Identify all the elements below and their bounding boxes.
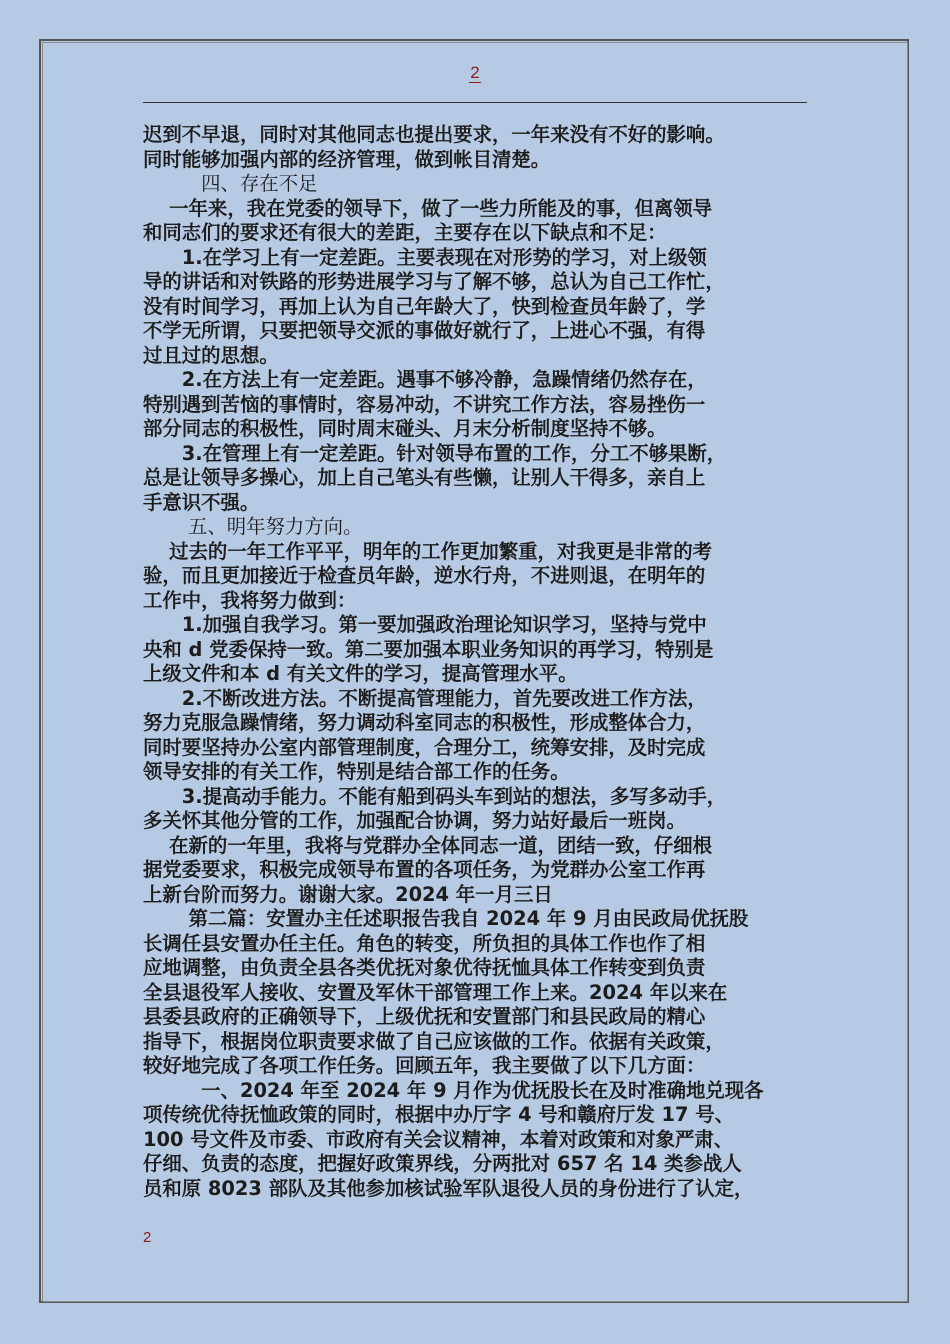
text-line: 仔细、负责的态度，把握好政策界线，分两批对 657 名 14 类参战人 xyxy=(143,1152,742,1175)
text-line: 迟到不早退，同时对其他同志也提出要求，一年来没有不好的影响。 xyxy=(143,123,725,146)
text-line: 一年来，我在党委的领导下，做了一些力所能及的事，但离领导 xyxy=(143,196,713,220)
text-line: 据党委要求，积极完成领导布置的各项任务，为党群办公室工作再 xyxy=(143,858,706,881)
text-line: 多关怀其他分管的工作，加强配合协调，努力站好最后一班岗。 xyxy=(143,809,686,832)
text-line: 五、明年努力方向。 xyxy=(143,515,363,538)
text-line: 1.加强自我学习。第一要加强政治理论知识学习，坚持与党中 xyxy=(143,613,707,636)
text-line: 四、存在不足 xyxy=(143,172,318,195)
text-line: 指导下，根据岗位职责要求做了自己应该做的工作。依据有关政策， xyxy=(143,1029,725,1053)
text-line: 部分同志的积极性，同时周末碰头、月末分析制度坚持不够。 xyxy=(143,417,667,440)
text-line: 同时要坚持办公室内部管理制度，合理分工，统筹安排，及时完成 xyxy=(143,735,706,759)
text-line: 第二篇：安置办主任述职报告我自 2024 年 9 月由民政局优抚股 xyxy=(143,907,749,930)
text-line: 导的讲话和对铁路的形势进展学习与了解不够，总认为自己工作忙， xyxy=(143,270,725,293)
text-line: 上新台阶而努力。谢谢大家。2024 年一月三日 xyxy=(143,882,553,906)
text-line: 较好地完成了各项工作任务。回顾五年，我主要做了以下几方面： xyxy=(143,1054,706,1077)
text-line: 努力克服急躁情绪，努力调动科室同志的积极性，形成整体合力， xyxy=(143,711,706,734)
text-line: 3.在管理上有一定差距。针对领导布置的工作，分工不够果断， xyxy=(143,441,727,465)
text-line: 员和原 8023 部队及其他参加核试验军队退役人员的身份进行了认定， xyxy=(143,1176,754,1200)
text-line: 验，而且更加接近于检查员年龄，逆水行舟，不进则退，在明年的 xyxy=(143,564,706,587)
text-line: 县委县政府的正确领导下，上级优抚和安置部门和县民政局的精心 xyxy=(143,1005,706,1028)
text-line: 在新的一年里，我将与党群办全体同志一道，团结一致，仔细根 xyxy=(143,833,713,857)
text-line: 2.在方法上有一定差距。遇事不够冷静，急躁情绪仍然存在， xyxy=(143,368,707,391)
text-line: 上级文件和本 d 有关文件的学习，提高管理水平。 xyxy=(143,662,578,685)
header-divider xyxy=(143,102,807,103)
text-line: 特别遇到苦恼的事情时，容易冲动，不讲究工作方法，容易挫伤一 xyxy=(143,392,706,416)
text-line: 一、2024 年至 2024 年 9 月作为优抚股长在及时准确地兑现各 xyxy=(143,1078,764,1102)
text-line: 过且过的思想。 xyxy=(143,343,279,367)
document-body xyxy=(143,123,833,1201)
header-page-number-text: 2 xyxy=(470,63,480,82)
text-line: 手意识不强。 xyxy=(143,490,260,514)
header-page-number xyxy=(0,63,950,83)
text-line: 和同志们的要求还有很大的差距，主要存在以下缺点和不足： xyxy=(143,221,667,244)
text-line: 全县退役军人接收、安置及军休干部管理工作上来。2024 年以来在 xyxy=(143,980,728,1004)
text-line: 2.不断改进方法。不断提高管理能力，首先要改进工作方法， xyxy=(143,686,707,710)
text-line: 没有时间学习，再加上认为自己年龄大了，快到检查员年龄了，学 xyxy=(143,294,706,318)
text-line: 同时能够加强内部的经济管理，做到帐目清楚。 xyxy=(143,147,551,171)
text-line: 1.在学习上有一定差距。主要表现在对形势的学习，对上级领 xyxy=(143,245,707,269)
text-line: 央和 d 党委保持一致。第二要加强本职业务知识的再学习，特别是 xyxy=(143,637,714,661)
footer-page-number: 2 xyxy=(143,1229,152,1246)
text-line: 领导安排的有关工作，特别是结合部工作的任务。 xyxy=(143,760,570,783)
text-line: 工作中，我将努力做到： xyxy=(143,588,357,612)
text-line: 长调任县安置办任主任。角色的转变，所负担的具体工作也作了相 xyxy=(143,931,706,955)
text-line: 应地调整，由负责全县各类优抚对象优待抚恤具体工作转变到负责 xyxy=(143,956,706,979)
text-line: 项传统优待抚恤政策的同时，根据中办厅字 4 号和赣府厅发 17 号、 xyxy=(143,1103,735,1126)
text-line: 过去的一年工作平平，明年的工作更加繁重，对我更是非常的考 xyxy=(143,539,713,563)
text-line: 不学无所谓，只要把领导交派的事做好就行了，上进心不强，有得 xyxy=(143,319,706,342)
text-line: 总是让领导多操心，加上自己笔头有些懒，让别人干得多，亲自上 xyxy=(143,466,706,489)
text-line: 3.提高动手能力。不能有船到码头车到站的想法，多写多动手， xyxy=(143,784,727,808)
text-line: 100 号文件及市委、市政府有关会议精神，本着对政策和对象严肃、 xyxy=(143,1127,734,1151)
